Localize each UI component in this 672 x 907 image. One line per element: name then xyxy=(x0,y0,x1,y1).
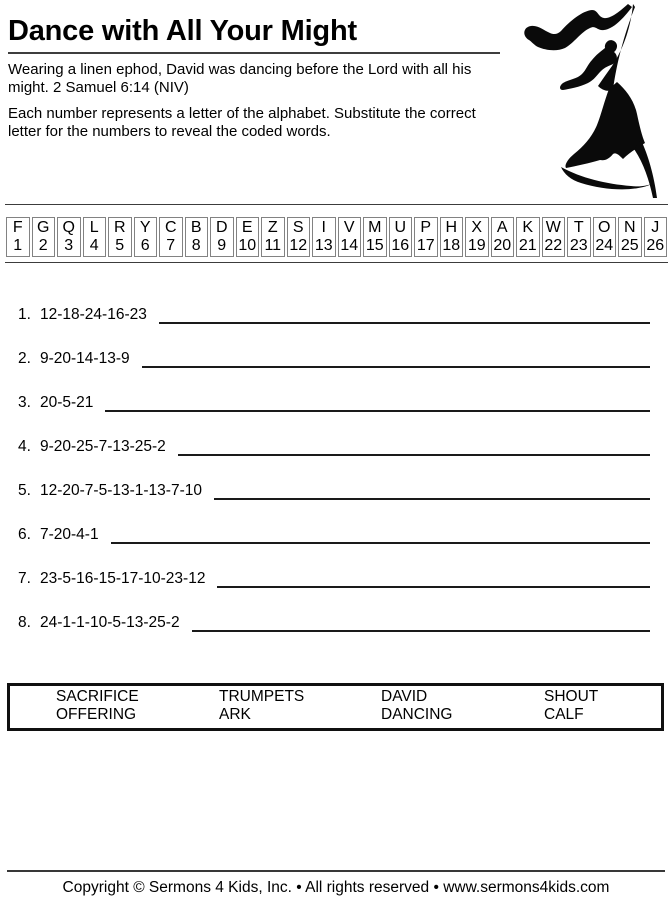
cipher-cell xyxy=(567,217,591,257)
cipher-letter: S xyxy=(292,219,304,236)
puzzle-number: 3. xyxy=(18,394,31,411)
page-title: Dance with All Your Might xyxy=(8,15,357,47)
cipher-cell xyxy=(261,217,285,257)
cipher-number: 6 xyxy=(140,237,150,254)
cipher-number: 19 xyxy=(467,237,486,254)
cipher-letter: X xyxy=(471,219,483,236)
cipher-number: 25 xyxy=(620,237,639,254)
cipher-letter: C xyxy=(164,219,177,236)
cipher-cell xyxy=(159,217,183,257)
puzzle-code: 7-20-4-1 xyxy=(40,526,99,543)
copyright-text: Copyright © Sermons 4 Kids, Inc. • All rights reserved • www.sermons4kids.com xyxy=(62,879,610,896)
cipher-letter: W xyxy=(545,219,561,236)
cipher-letter: P xyxy=(420,219,432,236)
cipher-number: 16 xyxy=(391,237,410,254)
word-bank-word: OFFERING xyxy=(56,706,137,723)
cipher-number: 3 xyxy=(64,237,74,254)
cipher-number: 20 xyxy=(493,237,512,254)
cipher-cell xyxy=(516,217,540,257)
answer-blank-line[interactable] xyxy=(111,522,650,544)
puzzle-number: 7. xyxy=(18,570,31,587)
cipher-letter: Y xyxy=(139,219,151,236)
cipher-table-bottom-rule xyxy=(5,262,668,263)
dancer-leg-shape xyxy=(634,140,657,198)
cipher-letter: T xyxy=(573,219,584,236)
cipher-letter: K xyxy=(522,219,534,236)
puzzle-row xyxy=(18,302,650,324)
cipher-letter: M xyxy=(368,219,382,236)
cipher-cell xyxy=(338,217,362,257)
cipher-letter: Q xyxy=(62,219,75,236)
cipher-cell xyxy=(644,217,668,257)
puzzle-code: 12-20-7-5-13-1-13-7-10 xyxy=(40,482,202,499)
cipher-cell xyxy=(389,217,413,257)
cipher-cell xyxy=(465,217,489,257)
puzzle-row xyxy=(18,434,650,456)
puzzle-number: 1. xyxy=(18,306,31,323)
cipher-cell xyxy=(363,217,387,257)
cipher-cell xyxy=(414,217,438,257)
cipher-number: 4 xyxy=(89,237,99,254)
answer-blank-line[interactable] xyxy=(105,390,650,412)
cipher-key-table xyxy=(6,217,667,257)
verse-text xyxy=(8,61,500,96)
cipher-number: 11 xyxy=(264,237,282,254)
cipher-cell xyxy=(593,217,617,257)
cipher-cell xyxy=(185,217,209,257)
answer-blank-line[interactable] xyxy=(142,346,650,368)
cipher-number: 22 xyxy=(544,237,563,254)
word-bank-word: SHOUT xyxy=(544,688,599,705)
answer-blank-line[interactable] xyxy=(214,478,650,500)
puzzle-code: 9-20-14-13-9 xyxy=(40,350,130,367)
title-divider xyxy=(8,52,500,54)
cipher-letter: A xyxy=(496,219,508,236)
cipher-letter: I xyxy=(321,219,326,236)
puzzle-code: 23-5-16-15-17-10-23-12 xyxy=(40,570,206,587)
dancer-swoosh-shape xyxy=(561,167,654,189)
cipher-number: 1 xyxy=(13,237,23,254)
instructions-line-2: letter for the numbers to reveal the coded words. xyxy=(8,122,331,140)
cipher-number: 7 xyxy=(166,237,176,254)
puzzle-row xyxy=(18,478,650,500)
cipher-letter: H xyxy=(445,219,458,236)
instructions-line-1: Each number represents a letter of the alphabet. Substitute the correct xyxy=(8,105,476,122)
cipher-letter: N xyxy=(623,219,636,236)
cipher-table-top-rule xyxy=(5,204,668,205)
cipher-number: 23 xyxy=(569,237,588,254)
cipher-letter: U xyxy=(394,219,407,236)
puzzle-row xyxy=(18,346,650,368)
cipher-letter: Z xyxy=(267,219,278,236)
word-bank-word: ARK xyxy=(219,706,251,723)
cipher-cell xyxy=(440,217,464,257)
cipher-number: 9 xyxy=(217,237,227,254)
cipher-number: 10 xyxy=(238,237,257,254)
puzzle-row xyxy=(18,610,650,632)
cipher-cell xyxy=(210,217,234,257)
cipher-letter: B xyxy=(190,219,202,236)
puzzle-number: 4. xyxy=(18,438,31,455)
cipher-number: 18 xyxy=(442,237,461,254)
cipher-number: 17 xyxy=(416,237,435,254)
puzzle-row xyxy=(18,522,650,544)
cipher-letter: V xyxy=(343,219,355,236)
cipher-letter: J xyxy=(651,219,660,236)
word-bank-word: DAVID xyxy=(381,688,428,705)
dancer-illustration xyxy=(507,2,667,199)
cipher-number: 8 xyxy=(191,237,201,254)
cipher-cell xyxy=(57,217,81,257)
puzzle-list xyxy=(18,302,650,654)
cipher-number: 26 xyxy=(646,237,665,254)
worksheet-header xyxy=(8,14,508,140)
puzzle-number: 8. xyxy=(18,614,31,631)
cipher-number: 24 xyxy=(595,237,614,254)
cipher-cell xyxy=(287,217,311,257)
cipher-number: 5 xyxy=(115,237,125,254)
cipher-cell xyxy=(6,217,30,257)
cipher-number: 15 xyxy=(365,237,384,254)
cipher-cell xyxy=(134,217,158,257)
puzzle-number: 2. xyxy=(18,350,31,367)
answer-blank-line[interactable] xyxy=(159,302,650,324)
puzzle-code: 24-1-1-10-5-13-25-2 xyxy=(40,614,180,631)
footer xyxy=(7,870,665,897)
puzzle-row xyxy=(18,566,650,588)
cipher-cell xyxy=(618,217,642,257)
cipher-cell xyxy=(542,217,566,257)
cipher-letter: D xyxy=(215,219,228,236)
dancer-body-shape xyxy=(565,82,645,168)
puzzle-row xyxy=(18,390,650,412)
puzzle-number: 6. xyxy=(18,526,31,543)
cipher-letter: G xyxy=(37,219,50,236)
word-bank-word: SACRIFICE xyxy=(56,688,139,705)
puzzle-code: 20-5-21 xyxy=(40,394,94,411)
cipher-number: 14 xyxy=(340,237,359,254)
cipher-letter: E xyxy=(241,219,253,236)
verse-line-2: might. 2 Samuel 6:14 (NIV) xyxy=(8,78,189,96)
cipher-letter: F xyxy=(12,219,23,236)
cipher-cell xyxy=(312,217,336,257)
word-bank-box xyxy=(7,683,664,731)
answer-blank-line[interactable] xyxy=(178,434,650,456)
cipher-cell xyxy=(83,217,107,257)
cipher-number: 12 xyxy=(289,237,308,254)
puzzle-number: 5. xyxy=(18,482,31,499)
puzzle-code: 9-20-25-7-13-25-2 xyxy=(40,438,166,455)
cipher-cell xyxy=(491,217,515,257)
instructions-text xyxy=(8,105,500,140)
word-bank-word: CALF xyxy=(544,706,584,723)
cipher-number: 2 xyxy=(38,237,48,254)
cipher-number: 21 xyxy=(518,237,537,254)
cipher-letter: L xyxy=(89,219,99,236)
cipher-letter: O xyxy=(598,219,611,236)
answer-blank-line[interactable] xyxy=(217,566,650,588)
word-bank-word: DANCING xyxy=(381,706,453,723)
answer-blank-line[interactable] xyxy=(192,610,650,632)
cipher-letter: R xyxy=(113,219,126,236)
cipher-cell xyxy=(32,217,56,257)
cipher-cell xyxy=(108,217,132,257)
puzzle-code: 12-18-24-16-23 xyxy=(40,306,147,323)
cipher-number: 13 xyxy=(314,237,333,254)
word-bank-word: TRUMPETS xyxy=(219,688,305,705)
cipher-cell xyxy=(236,217,260,257)
verse-line-1: Wearing a linen ephod, David was dancing before the Lord with all his xyxy=(8,61,472,78)
